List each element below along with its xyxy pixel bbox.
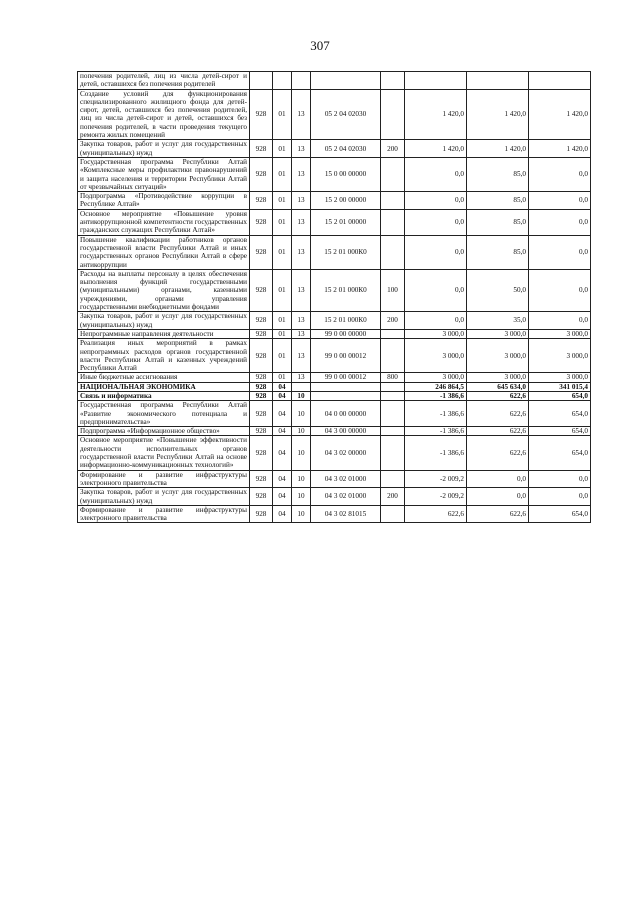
subsection-code-cell: 10	[292, 401, 311, 427]
expense-type-cell: 100	[381, 269, 405, 311]
table-row	[78, 269, 591, 311]
table-row	[78, 89, 591, 140]
subsection-code-cell: 13	[292, 209, 311, 235]
ministry-code-cell: 928	[250, 157, 273, 191]
table-row	[78, 72, 591, 90]
expense-type-cell	[381, 209, 405, 235]
budget-table	[77, 71, 591, 523]
target-article-cell: 04 3 02 81015	[311, 505, 381, 523]
amount-year1-cell: 0,0	[405, 192, 467, 210]
table-row	[78, 157, 591, 191]
section-code-cell: 01	[273, 373, 292, 382]
expense-type-cell: 200	[381, 312, 405, 330]
table-row	[78, 373, 591, 382]
amount-year1-cell	[405, 72, 467, 90]
table-row	[78, 382, 591, 391]
amount-year2-cell: 622,6	[467, 505, 529, 523]
table-row	[78, 140, 591, 158]
amount-year3-cell: 654,0	[529, 436, 591, 470]
table-row	[78, 339, 591, 373]
expense-type-cell: 200	[381, 140, 405, 158]
amount-year3-cell: 0,0	[529, 235, 591, 269]
amount-year3-cell: 0,0	[529, 192, 591, 210]
table-row	[78, 209, 591, 235]
section-code-cell: 04	[273, 391, 292, 400]
table-row	[78, 329, 591, 338]
amount-year2-cell: 0,0	[467, 488, 529, 506]
ministry-code-cell: 928	[250, 391, 273, 400]
subsection-code-cell: 13	[292, 269, 311, 311]
target-article-cell: 99 0 00 00012	[311, 373, 381, 382]
amount-year2-cell: 85,0	[467, 192, 529, 210]
amount-year1-cell: 3 000,0	[405, 329, 467, 338]
row-name-cell: НАЦИОНАЛЬНАЯ ЭКОНОМИКА	[78, 382, 250, 391]
amount-year2-cell: 622,6	[467, 436, 529, 470]
subsection-code-cell: 13	[292, 339, 311, 373]
ministry-code-cell: 928	[250, 488, 273, 506]
row-name-cell: Расходы на выплаты персоналу в целях обеспечения выполнения функций государственными (муниципальными) органами, казенными учреждениями, органами управления государственными внебюджетными фондами	[78, 269, 250, 311]
ministry-code-cell: 928	[250, 269, 273, 311]
target-article-cell: 15 2 00 00000	[311, 192, 381, 210]
table-row	[78, 391, 591, 400]
expense-type-cell	[381, 72, 405, 90]
amount-year2-cell: 645 634,0	[467, 382, 529, 391]
amount-year3-cell: 0,0	[529, 312, 591, 330]
amount-year2-cell: 622,6	[467, 427, 529, 436]
target-article-cell: 04 3 02 01000	[311, 470, 381, 488]
amount-year1-cell: 0,0	[405, 235, 467, 269]
subsection-code-cell: 13	[292, 157, 311, 191]
table-row	[78, 427, 591, 436]
subsection-code-cell: 10	[292, 391, 311, 400]
ministry-code-cell: 928	[250, 427, 273, 436]
section-code-cell: 04	[273, 436, 292, 470]
amount-year2-cell: 0,0	[467, 470, 529, 488]
expense-type-cell	[381, 339, 405, 373]
amount-year2-cell: 50,0	[467, 269, 529, 311]
row-name-cell: Основное мероприятие «Повышение эффективности деятельности исполнительных органов государственной власти Республики Алтай на основе информационно-коммуникационных технологий»	[78, 436, 250, 470]
amount-year1-cell: 0,0	[405, 157, 467, 191]
amount-year1-cell: -2 009,2	[405, 488, 467, 506]
ministry-code-cell: 928	[250, 235, 273, 269]
row-name-cell: Формирование и развитие инфраструктуры электронного правительства	[78, 505, 250, 523]
ministry-code-cell: 928	[250, 436, 273, 470]
amount-year1-cell: 0,0	[405, 312, 467, 330]
target-article-cell	[311, 382, 381, 391]
amount-year1-cell: -1 386,6	[405, 401, 467, 427]
amount-year1-cell: -1 386,6	[405, 427, 467, 436]
row-name-cell: Непрограммные направления деятельности	[78, 329, 250, 338]
amount-year2-cell: 35,0	[467, 312, 529, 330]
target-article-cell: 04 3 02 00000	[311, 436, 381, 470]
ministry-code-cell: 928	[250, 192, 273, 210]
amount-year1-cell: 622,6	[405, 505, 467, 523]
target-article-cell: 15 0 00 00000	[311, 157, 381, 191]
amount-year2-cell	[467, 72, 529, 90]
amount-year1-cell: 1 420,0	[405, 140, 467, 158]
subsection-code-cell: 13	[292, 373, 311, 382]
subsection-code-cell: 13	[292, 89, 311, 140]
table-row	[78, 312, 591, 330]
expense-type-cell	[381, 505, 405, 523]
target-article-cell: 15 2 01 000К0	[311, 269, 381, 311]
section-code-cell: 04	[273, 488, 292, 506]
amount-year1-cell: 0,0	[405, 209, 467, 235]
page-number: 307	[310, 38, 330, 53]
row-name-cell: Государственная программа Республики Алтай «Комплексные меры профилактики правонарушений и защита населения и территории Республики Алтай от чрезвычайных ситуаций»	[78, 157, 250, 191]
section-code-cell: 01	[273, 192, 292, 210]
target-article-cell	[311, 72, 381, 90]
section-code-cell: 04	[273, 505, 292, 523]
amount-year2-cell: 3 000,0	[467, 373, 529, 382]
row-name-cell: Иные бюджетные ассигнования	[78, 373, 250, 382]
expense-type-cell	[381, 89, 405, 140]
amount-year3-cell: 1 420,0	[529, 140, 591, 158]
table-row	[78, 192, 591, 210]
row-name-cell: Повышение квалификации работников органов государственной власти Республики Алтай и иных государственных органов Республики Алтай в сфере антикоррупции	[78, 235, 250, 269]
target-article-cell: 04 3 00 00000	[311, 427, 381, 436]
expense-type-cell	[381, 427, 405, 436]
target-article-cell: 15 2 01 000К0	[311, 312, 381, 330]
section-code-cell: 01	[273, 140, 292, 158]
subsection-code-cell: 13	[292, 235, 311, 269]
row-name-cell: Основное мероприятие «Повышение уровня антикоррупционной компетентности государственных гражданских служащих Республики Алтай»	[78, 209, 250, 235]
ministry-code-cell: 928	[250, 505, 273, 523]
subsection-code-cell: 10	[292, 488, 311, 506]
amount-year2-cell: 3 000,0	[467, 329, 529, 338]
section-code-cell: 04	[273, 427, 292, 436]
ministry-code-cell: 928	[250, 339, 273, 373]
amount-year3-cell: 3 000,0	[529, 373, 591, 382]
ministry-code-cell: 928	[250, 312, 273, 330]
amount-year3-cell: 341 015,4	[529, 382, 591, 391]
amount-year2-cell: 1 420,0	[467, 89, 529, 140]
subsection-code-cell	[292, 382, 311, 391]
target-article-cell: 04 3 02 01000	[311, 488, 381, 506]
amount-year1-cell: -2 009,2	[405, 470, 467, 488]
budget-table-body	[78, 72, 591, 523]
expense-type-cell	[381, 470, 405, 488]
target-article-cell: 15 2 01 000К0	[311, 235, 381, 269]
expense-type-cell: 200	[381, 488, 405, 506]
section-code-cell: 01	[273, 312, 292, 330]
ministry-code-cell: 928	[250, 209, 273, 235]
ministry-code-cell: 928	[250, 140, 273, 158]
section-code-cell: 01	[273, 329, 292, 338]
table-row	[78, 436, 591, 470]
amount-year3-cell: 654,0	[529, 391, 591, 400]
row-name-cell: Государственная программа Республики Алтай «Развитие экономического потенциала и предпринимательства»	[78, 401, 250, 427]
table-row	[78, 401, 591, 427]
target-article-cell	[311, 391, 381, 400]
ministry-code-cell: 928	[250, 89, 273, 140]
amount-year1-cell: -1 386,6	[405, 436, 467, 470]
target-article-cell: 99 0 00 00012	[311, 339, 381, 373]
row-name-cell: Подпрограмма «Противодействие коррупции в Республике Алтай»	[78, 192, 250, 210]
subsection-code-cell: 13	[292, 140, 311, 158]
expense-type-cell	[381, 192, 405, 210]
amount-year1-cell: 246 864,5	[405, 382, 467, 391]
subsection-code-cell: 10	[292, 427, 311, 436]
amount-year1-cell: -1 386,6	[405, 391, 467, 400]
row-name-cell: Реализация иных мероприятий в рамках непрограммных расходов органов государственной власти Республики Алтай и казенных учреждений Республики Алтай	[78, 339, 250, 373]
section-code-cell: 04	[273, 470, 292, 488]
row-name-cell: Создание условий для функционирования специализированного жилищного фонда для детей-сирот, детей, оставшихся без попечения родителей, лиц из числа детей-сирот и детей, оставшихся без попечения родителей, в части проведения текущего ремонта жилых помещений	[78, 89, 250, 140]
row-name-cell: Связь и информатика	[78, 391, 250, 400]
ministry-code-cell	[250, 72, 273, 90]
amount-year2-cell: 1 420,0	[467, 140, 529, 158]
subsection-code-cell: 13	[292, 192, 311, 210]
row-name-cell: Закупка товаров, работ и услуг для государственных (муниципальных) нужд	[78, 140, 250, 158]
amount-year2-cell: 622,6	[467, 391, 529, 400]
subsection-code-cell: 13	[292, 329, 311, 338]
amount-year3-cell: 654,0	[529, 427, 591, 436]
expense-type-cell	[381, 391, 405, 400]
ministry-code-cell: 928	[250, 470, 273, 488]
expense-type-cell	[381, 436, 405, 470]
expense-type-cell: 800	[381, 373, 405, 382]
section-code-cell: 04	[273, 382, 292, 391]
amount-year2-cell: 622,6	[467, 401, 529, 427]
table-row	[78, 470, 591, 488]
amount-year2-cell: 3 000,0	[467, 339, 529, 373]
amount-year3-cell: 3 000,0	[529, 339, 591, 373]
amount-year1-cell: 1 420,0	[405, 89, 467, 140]
amount-year3-cell: 0,0	[529, 470, 591, 488]
target-article-cell: 99 0 00 00000	[311, 329, 381, 338]
ministry-code-cell: 928	[250, 382, 273, 391]
row-name-cell: Формирование и развитие инфраструктуры электронного правительства	[78, 470, 250, 488]
table-row	[78, 488, 591, 506]
amount-year3-cell: 0,0	[529, 269, 591, 311]
amount-year2-cell: 85,0	[467, 235, 529, 269]
section-code-cell: 01	[273, 89, 292, 140]
table-row	[78, 505, 591, 523]
amount-year3-cell: 654,0	[529, 505, 591, 523]
expense-type-cell	[381, 382, 405, 391]
amount-year3-cell: 0,0	[529, 488, 591, 506]
amount-year3-cell	[529, 72, 591, 90]
section-code-cell: 01	[273, 209, 292, 235]
expense-type-cell	[381, 235, 405, 269]
row-name-cell: Закупка товаров, работ и услуг для государственных (муниципальных) нужд	[78, 488, 250, 506]
target-article-cell: 05 2 04 02030	[311, 89, 381, 140]
amount-year1-cell: 3 000,0	[405, 373, 467, 382]
table-row	[78, 235, 591, 269]
subsection-code-cell: 10	[292, 505, 311, 523]
section-code-cell: 01	[273, 235, 292, 269]
subsection-code-cell: 13	[292, 312, 311, 330]
section-code-cell: 04	[273, 401, 292, 427]
amount-year3-cell: 1 420,0	[529, 89, 591, 140]
ministry-code-cell: 928	[250, 401, 273, 427]
amount-year1-cell: 0,0	[405, 269, 467, 311]
section-code-cell: 01	[273, 157, 292, 191]
section-code-cell	[273, 72, 292, 90]
ministry-code-cell: 928	[250, 373, 273, 382]
subsection-code-cell: 10	[292, 470, 311, 488]
ministry-code-cell: 928	[250, 329, 273, 338]
subsection-code-cell	[292, 72, 311, 90]
amount-year3-cell: 654,0	[529, 401, 591, 427]
expense-type-cell	[381, 157, 405, 191]
target-article-cell: 04 0 00 00000	[311, 401, 381, 427]
section-code-cell: 01	[273, 339, 292, 373]
amount-year3-cell: 0,0	[529, 157, 591, 191]
target-article-cell: 05 2 04 02030	[311, 140, 381, 158]
row-name-cell: Закупка товаров, работ и услуг для государственных (муниципальных) нужд	[78, 312, 250, 330]
section-code-cell: 01	[273, 269, 292, 311]
subsection-code-cell: 10	[292, 436, 311, 470]
amount-year2-cell: 85,0	[467, 157, 529, 191]
row-name-cell: Подпрограмма «Информационное общество»	[78, 427, 250, 436]
expense-type-cell	[381, 401, 405, 427]
target-article-cell: 15 2 01 00000	[311, 209, 381, 235]
row-name-cell: попечения родителей, лиц из числа детей-сирот и детей, оставшихся без попечения родителей	[78, 72, 250, 90]
amount-year2-cell: 85,0	[467, 209, 529, 235]
expense-type-cell	[381, 329, 405, 338]
amount-year3-cell: 0,0	[529, 209, 591, 235]
amount-year1-cell: 3 000,0	[405, 339, 467, 373]
amount-year3-cell: 3 000,0	[529, 329, 591, 338]
